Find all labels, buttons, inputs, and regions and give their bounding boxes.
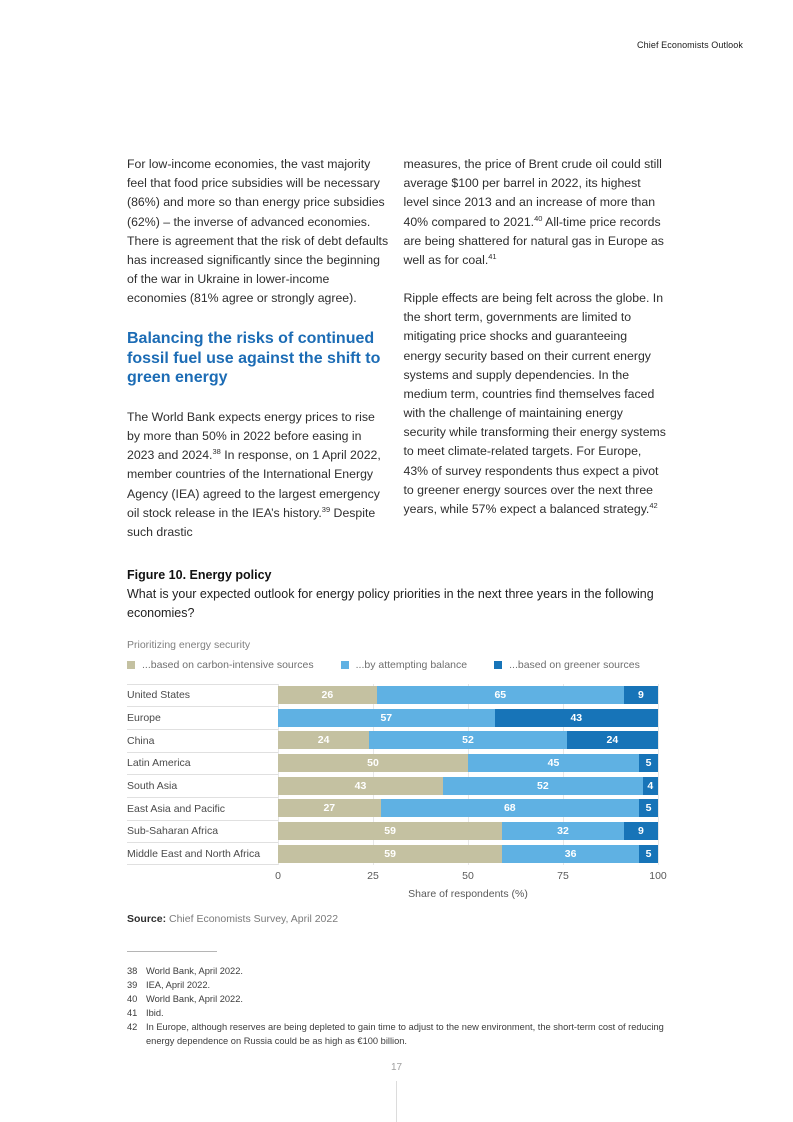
row-label: Europe: [127, 706, 278, 729]
bar-segment-carbon: 26: [278, 686, 377, 704]
footnotes-section: [127, 951, 672, 1049]
footnote-number: 41: [127, 1007, 138, 1018]
legend-item-balance: [341, 659, 468, 671]
legend-label: ...based on carbon-intensive sources: [142, 658, 314, 671]
footnote: [127, 1007, 672, 1021]
axis-tick: 50: [462, 870, 474, 882]
bar-segment-greener: 43: [495, 709, 658, 727]
paragraph-text: In response, on 1 April 2022, member countries of the International Energy Agency (IEA) agreed to the largest emergency oil stock release in the IEA’s history.: [127, 448, 381, 520]
paragraph-text: All-time price records are being shattered for natural gas in Europe as well as for coal.: [403, 214, 664, 267]
footnote-ref: 40: [534, 213, 543, 223]
footer-rule: [396, 1081, 397, 1122]
chart-row: [127, 729, 658, 752]
footnote-ref: 39: [321, 504, 331, 514]
footnote-ref: 42: [649, 500, 658, 510]
chart-row: [127, 797, 658, 820]
paragraph-text: Ripple effects are being felt across the globe. In the short term, governments are limited to mitigating price shocks and guaranteeing energy security based on their current energy systems and supply dependencies. In the medium term, countries find themselves faced with the challenge of maintaining energy security while transforming their energy systems to meet climate-related targets. For Europe, 43% of survey respondents thus expect a pivot to greener energy sources over the next three years, while 57% expect a balanced strategy.: [403, 291, 666, 516]
left-column: [127, 155, 390, 542]
footnote-number: 38: [127, 966, 138, 976]
source-label: Source:: [127, 913, 167, 925]
row-label: Middle East and North Africa: [127, 842, 278, 865]
bar-segment-balance: 36: [502, 845, 639, 863]
footnote-number: 42: [127, 1021, 138, 1032]
bar-segment-greener: 4: [643, 777, 658, 795]
section-heading: Balancing the risks of continued fossil fuel use against the shift to green energy: [127, 330, 381, 387]
footnote-divider: [127, 951, 217, 952]
bar-track: [278, 845, 658, 863]
bar-segment-balance: 52: [443, 777, 643, 795]
paragraph: [404, 155, 667, 270]
paragraph-text: The World Bank expects energy prices to rise by more than 50% in 2022 before easing in 2023 and 2024.: [127, 409, 375, 463]
axis-tick: 25: [367, 870, 379, 882]
bar-track: [278, 777, 658, 795]
page-header-title: Chief Economists Outlook: [637, 40, 743, 50]
source-text: Chief Economists Survey, April 2022: [166, 913, 339, 925]
chart-plot-area: [127, 684, 658, 866]
legend-label: ...by attempting balance: [355, 658, 468, 671]
article-columns: [127, 155, 666, 542]
bar-segment-carbon: 43: [278, 777, 443, 795]
bar-segment-greener: 5: [639, 845, 658, 863]
figure-10: [127, 566, 666, 925]
bar-track: [278, 709, 658, 727]
axis-tick: 0: [275, 870, 281, 882]
chart-row: [127, 842, 658, 865]
bar-segment-greener: 5: [639, 799, 658, 817]
paragraph: [127, 155, 390, 308]
row-label: East Asia and Pacific: [127, 797, 278, 820]
legend-swatch-carbon-icon: [127, 661, 135, 669]
bar-segment-greener: 24: [567, 731, 658, 749]
bar-segment-carbon: 50: [278, 754, 468, 772]
footnote-text: World Bank, April 2022.: [146, 993, 243, 1004]
bar-track: [278, 754, 658, 772]
footnote-ref: 38: [212, 447, 221, 457]
bar-track: [278, 799, 658, 817]
footnote-text: IEA, April 2022.: [146, 979, 211, 990]
row-label: Latin America: [127, 752, 278, 775]
bar-segment-carbon: 59: [278, 845, 502, 863]
bar-track: [278, 731, 658, 749]
chart-legend: [127, 659, 666, 671]
stacked-bar-chart: [127, 684, 667, 901]
chart-row: [127, 774, 658, 797]
footnote-text: In Europe, although reserves are being depleted to gain time to adjust to the new environment, the short-term cost of reducing energy dependence on Russia could be as high as €100 billion.: [146, 1021, 664, 1046]
bar-segment-greener: 9: [624, 686, 658, 704]
bar-segment-balance: 57: [278, 709, 495, 727]
axis-tick: 75: [557, 870, 569, 882]
right-column: [404, 155, 667, 542]
bar-segment-balance: 65: [377, 686, 624, 704]
footnote: [127, 993, 672, 1007]
paragraph-text: measures, the price of Brent crude oil could still average $100 per barrel in 2022, its highest level since 2013 and an increase of more than 40% compared to 2021.: [403, 157, 662, 229]
bar-segment-carbon: 59: [278, 822, 502, 840]
row-label: China: [127, 729, 278, 752]
footnote: [127, 1021, 672, 1049]
bar-segment-balance: 52: [369, 731, 567, 749]
bar-segment-carbon: 27: [278, 799, 381, 817]
legend-swatch-greener-icon: [494, 661, 502, 669]
footnote: [127, 979, 672, 993]
chart-row: [127, 820, 658, 843]
footnote-number: 39: [127, 979, 138, 990]
bar-segment-balance: 32: [502, 822, 624, 840]
row-label: United States: [127, 684, 278, 707]
paragraph-text: For low-income economies, the vast majority feel that food price subsidies will be necessary (86%) and more so than energy price subsidies (62%) – the inverse of advanced economies. There is agreement that the risk of debt defaults has increased significantly since the beginning of the war in Ukraine in lower-income economies (81% agree or strongly agree).: [127, 157, 389, 306]
chart-row: [127, 706, 658, 729]
row-label: Sub-Saharan Africa: [127, 820, 278, 843]
bar-segment-carbon: 24: [278, 731, 369, 749]
x-axis-title: Share of respondents (%): [408, 888, 528, 900]
footnote: [127, 965, 672, 979]
row-label: South Asia: [127, 774, 278, 797]
legend-label: ...based on greener sources: [509, 658, 640, 671]
bar-segment-greener: 9: [624, 822, 658, 840]
chart-row: [127, 684, 658, 707]
footnote-ref: 41: [488, 251, 497, 261]
bar-segment-greener: 5: [639, 754, 658, 772]
figure-source: [127, 913, 666, 925]
bar-track: [278, 686, 658, 704]
footnote-text: Ibid.: [146, 1007, 164, 1018]
footnote-text: World Bank, April 2022.: [146, 966, 243, 976]
footnote-number: 40: [127, 993, 138, 1004]
paragraph-text: Despite such drastic: [127, 505, 376, 539]
legend-title: Prioritizing energy security: [127, 638, 251, 651]
legend-swatch-balance-icon: [341, 661, 349, 669]
page-number: 17: [390, 1062, 403, 1073]
chart-row: [127, 752, 658, 775]
paragraph: [404, 289, 667, 519]
bar-segment-balance: 68: [381, 799, 639, 817]
figure-question: What is your expected outlook for energy policy priorities in the next three years in the following economies?: [127, 586, 654, 621]
figure-title: Figure 10. Energy policy: [127, 568, 272, 582]
bar-track: [278, 822, 658, 840]
legend-item-carbon: [127, 659, 314, 671]
x-axis: [275, 870, 667, 886]
gridline: [658, 684, 659, 866]
paragraph: [127, 408, 390, 542]
axis-tick: 100: [649, 870, 667, 882]
bar-segment-balance: 45: [468, 754, 639, 772]
legend-item-greener: [494, 659, 640, 671]
